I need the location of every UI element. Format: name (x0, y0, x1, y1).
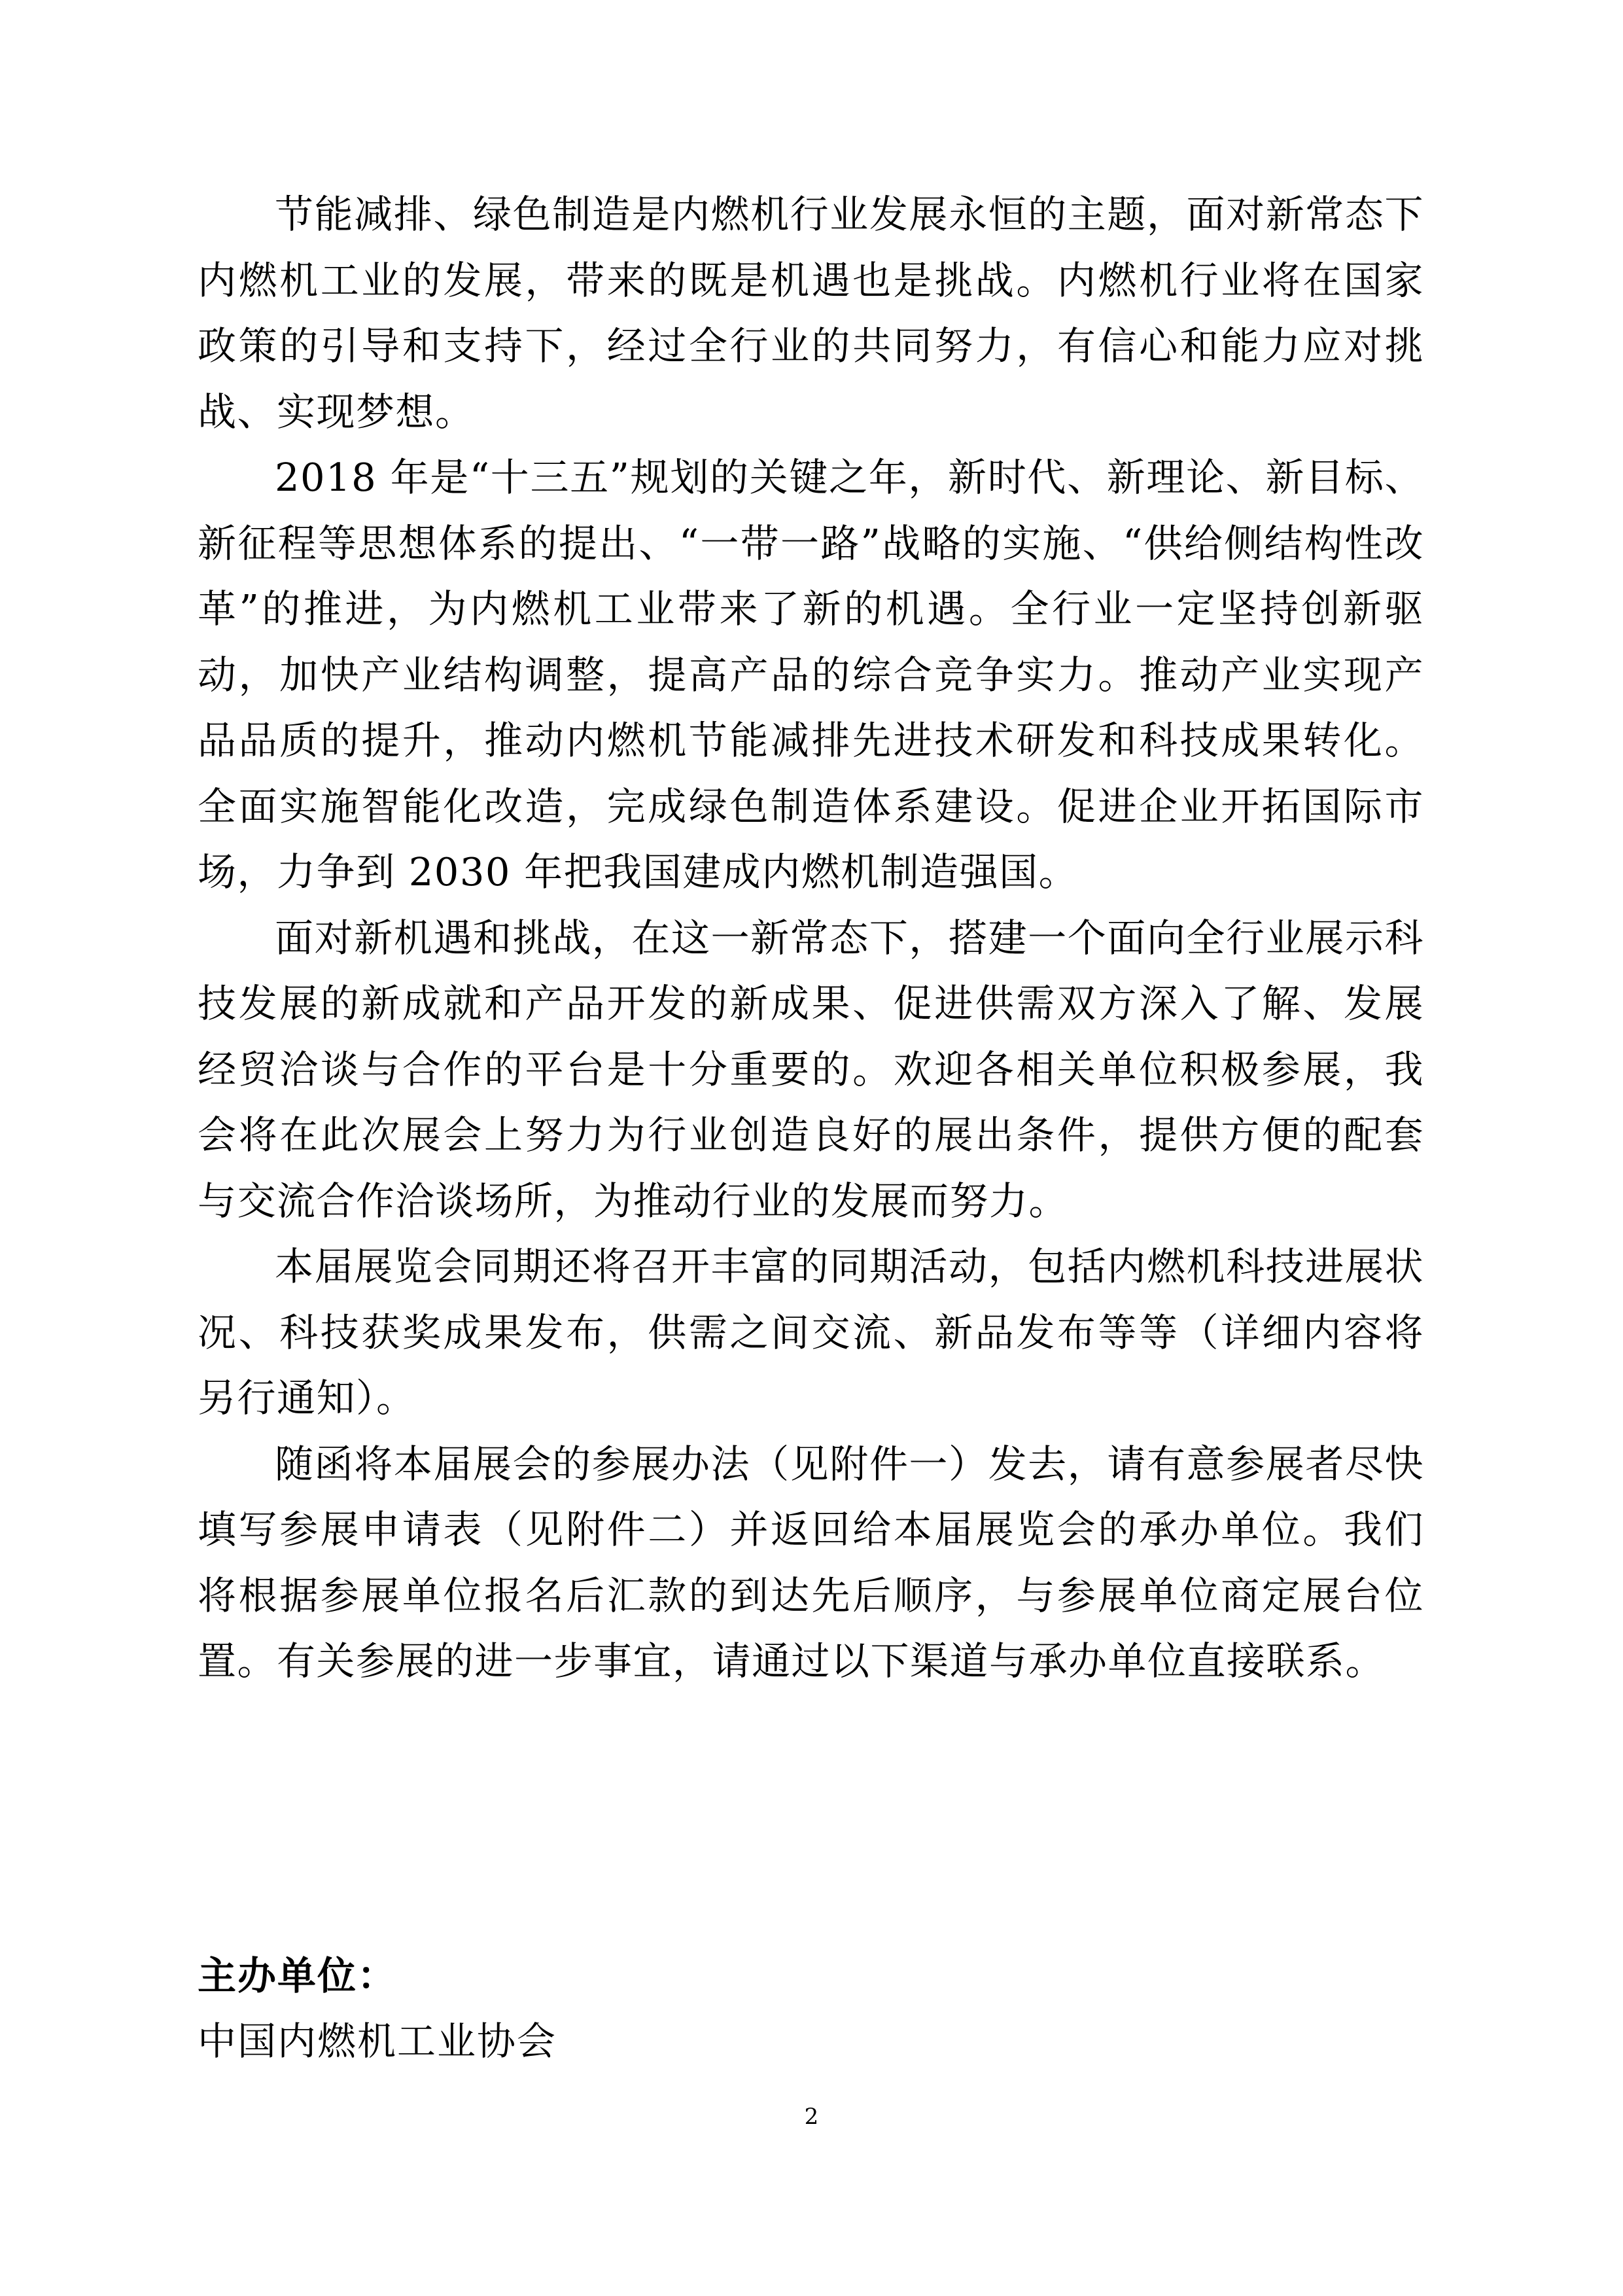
paragraph-energy-saving: 节能减排、绿色制造是内燃机行业发展永恒的主题，面对新常态下内燃机工业的发展，带来的既是机遇也是挑战。内燃机行业将在国家政策的引导和支持下，经过全行业的共同努力，有信心和能力应对挑战、实现梦想。 (198, 192, 1424, 434)
page-number: 2 (804, 2104, 819, 2130)
organizer-heading: 主办单位： (198, 1953, 398, 1998)
paragraph-concurrent-activities: 本届展览会同期还将召开丰富的同期活动，包括内燃机科技进展状况、科技获奖成果发布，供需之间交流、新品发布等等（详细内容将另行通知）。 (198, 1244, 1424, 1421)
paragraph-new-opportunities: 面对新机遇和挑战，在这一新常态下，搭建一个面向全行业展示科技发展的新成就和产品开发的新成果、促进供需双方深入了解、发展经贸洽谈与合作的平台是十分重要的。欢迎各相关单位积极参展，我会将在此次展会上努力为行业创造良好的展出条件，提供方便的配套与交流合作洽谈场所，为推动行业的发展而努力。 (198, 915, 1424, 1224)
paragraph-application-instructions: 随函将本届展会的参展办法（见附件一）发去，请有意参展者尽快填写参展申请表（见附件二）并返回给本届展览会的承办单位。我们将根据参展单位报名后汇款的到达先后顺序，与参展单位商定展台位置。有关参展的进一步事宜，请通过以下渠道与承办单位直接联系。 (198, 1441, 1424, 1684)
organizer-name: 中国内燃机工业协会 (198, 2019, 557, 2064)
body-text (198, 182, 1424, 1695)
paragraph-2018-plan: 2018 年是“十三五”规划的关键之年，新时代、新理论、新目标、新征程等思想体系的提出、“一带一路”战略的实施、“供给侧结构性改革”的推进，为内燃机工业带来了新的机遇。全行业一定坚持创新驱动，加快产业结构调整，提高产品的综合竞争实力。推动产业实现产品品质的提升，推动内燃机节能减排先进技术研发和科技成果转化。全面实施智能化改造，完成绿色制造体系建设。促进企业开拓国际市场，力争到 2030 年把我国建成内燃机制造强国。 (198, 455, 1424, 894)
